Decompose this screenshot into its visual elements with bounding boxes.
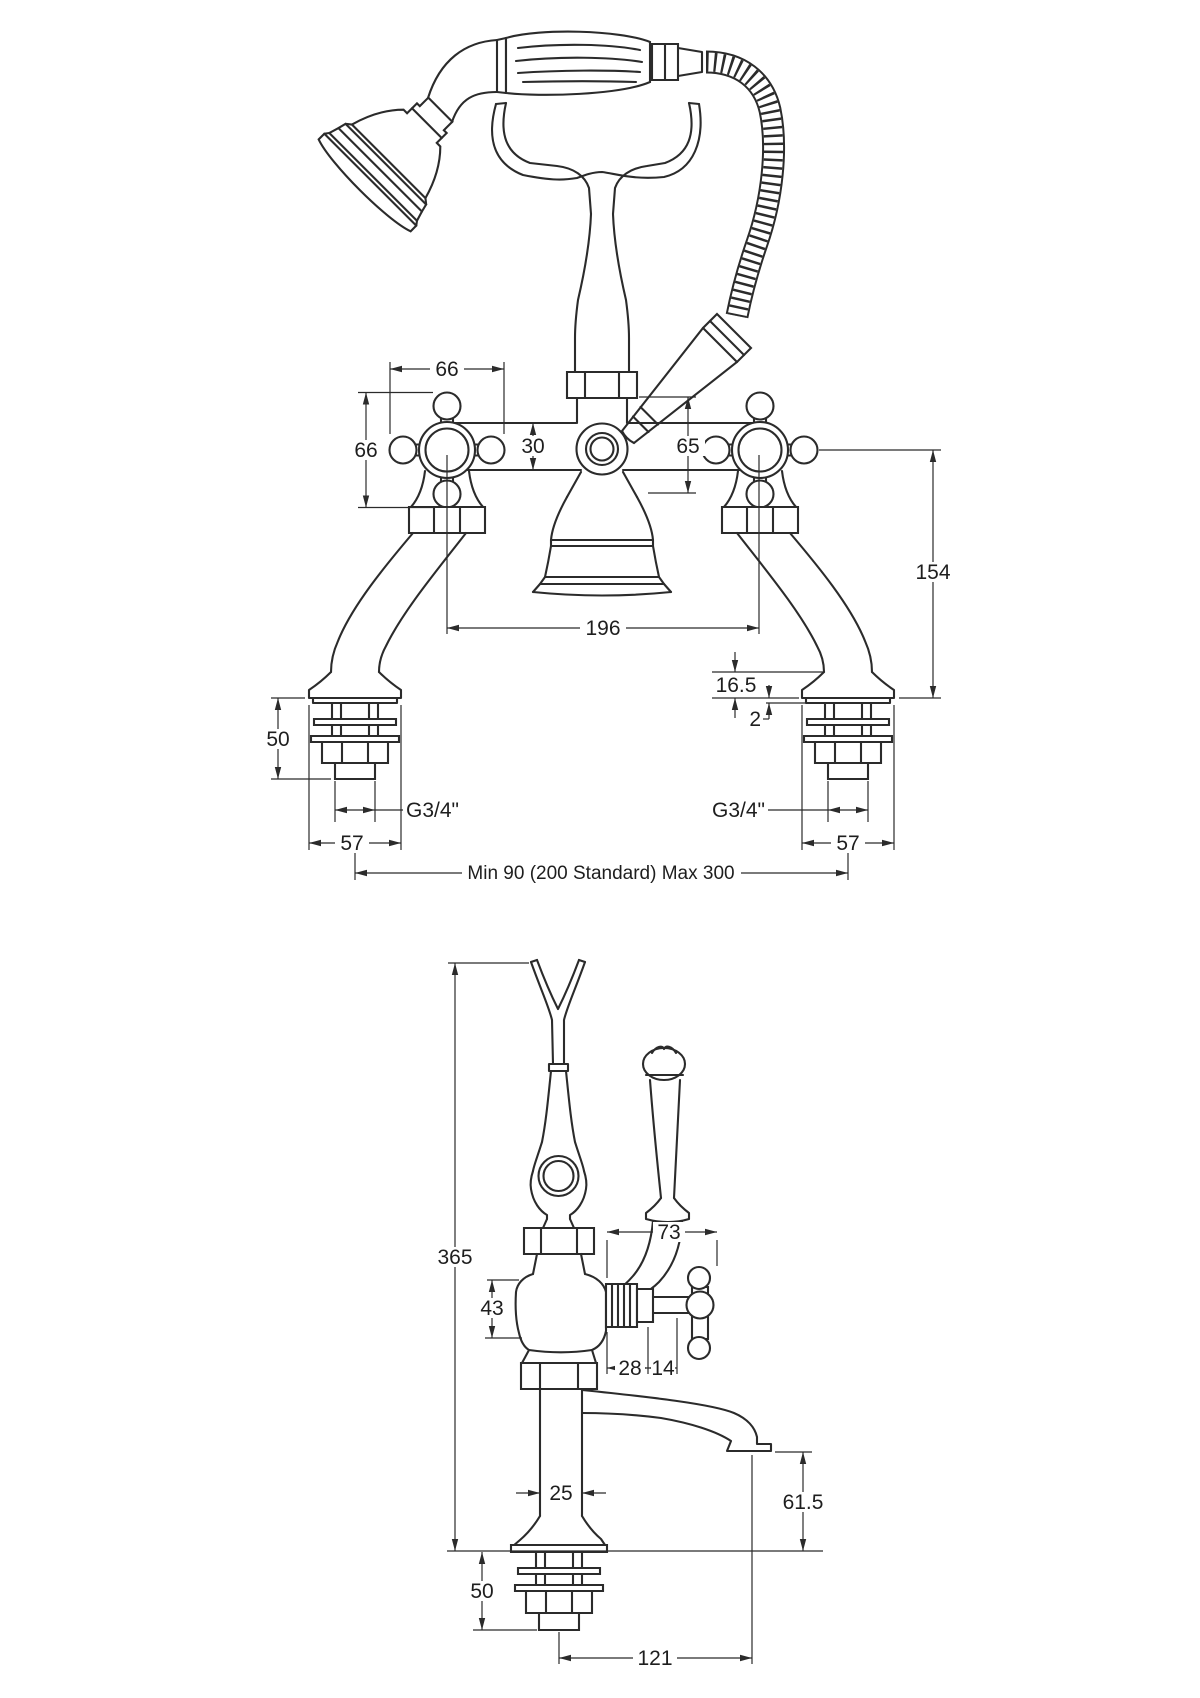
valve-body: [516, 1274, 693, 1352]
dim-label-mounting-centres: Min 90 (200 Standard) Max 300: [467, 863, 735, 884]
dim-spout-clearance: [775, 1452, 827, 1551]
dim-label-valve-height: 65: [676, 435, 700, 458]
leg-left: [309, 533, 466, 779]
dim-label-spout-clearance: 61.5: [782, 1491, 824, 1514]
dim-label-base-width-left: 57: [340, 832, 364, 855]
shower-hose: [706, 62, 774, 316]
dim-mounting-centres: [355, 853, 848, 884]
dim-label-stem-offset: 14: [651, 1357, 675, 1380]
dim-label-body-depth: 30: [521, 435, 545, 458]
dim-thread-right: [712, 781, 868, 822]
dim-overall-height: [432, 963, 529, 1551]
dim-label-thread-right: G3/4": [712, 799, 765, 822]
dim-label-lever-reach: 73: [657, 1221, 681, 1244]
dim-stem-offset: [648, 1357, 677, 1380]
dim-label-thread-left: G3/4": [406, 799, 459, 822]
dim-label-column-width: 25: [549, 1482, 573, 1505]
dim-flange-height: [712, 652, 824, 718]
dim-label-base-width-right: 57: [836, 832, 860, 855]
side-view: [432, 960, 827, 1670]
dim-body-depth: [516, 423, 550, 470]
dim-label-shank-length: 50: [266, 728, 290, 751]
dim-inlet-centres: [447, 455, 759, 640]
dim-height-to-base: [819, 450, 956, 698]
dim-column-width: [516, 1482, 606, 1505]
front-view: [261, 32, 956, 884]
dim-label-handle-height: 66: [354, 439, 378, 462]
dim-thread-left: [335, 781, 459, 822]
dim-label-handle-width: 66: [435, 358, 459, 381]
handset-handle: [428, 32, 702, 122]
dim-label-overall-height: 365: [437, 1246, 473, 1269]
dim-label-inlet-centres: 196: [585, 617, 621, 640]
handset-head: [314, 64, 486, 236]
handle-right: [703, 393, 818, 508]
dim-label-cartridge-offset: 28: [618, 1357, 642, 1380]
dim-label-shank-length-bottom: 50: [470, 1580, 494, 1603]
leg-right: [737, 533, 894, 779]
dim-label-flange-height: 16.5: [715, 674, 757, 697]
centre-outlet: [577, 424, 628, 475]
lever-handle: [616, 1047, 689, 1295]
dim-label-spout-reach: 121: [637, 1647, 673, 1670]
spout-bell: [533, 472, 671, 596]
dim-label-height-to-base: 154: [915, 561, 951, 584]
fork-cradle: [524, 960, 594, 1274]
cross-handle-side: [687, 1267, 714, 1359]
dim-label-body-height: 43: [480, 1297, 504, 1320]
dim-label-plate-thickness: 2: [749, 708, 761, 731]
dim-spout-reach: [559, 1455, 752, 1670]
spout-side: [582, 1390, 771, 1451]
